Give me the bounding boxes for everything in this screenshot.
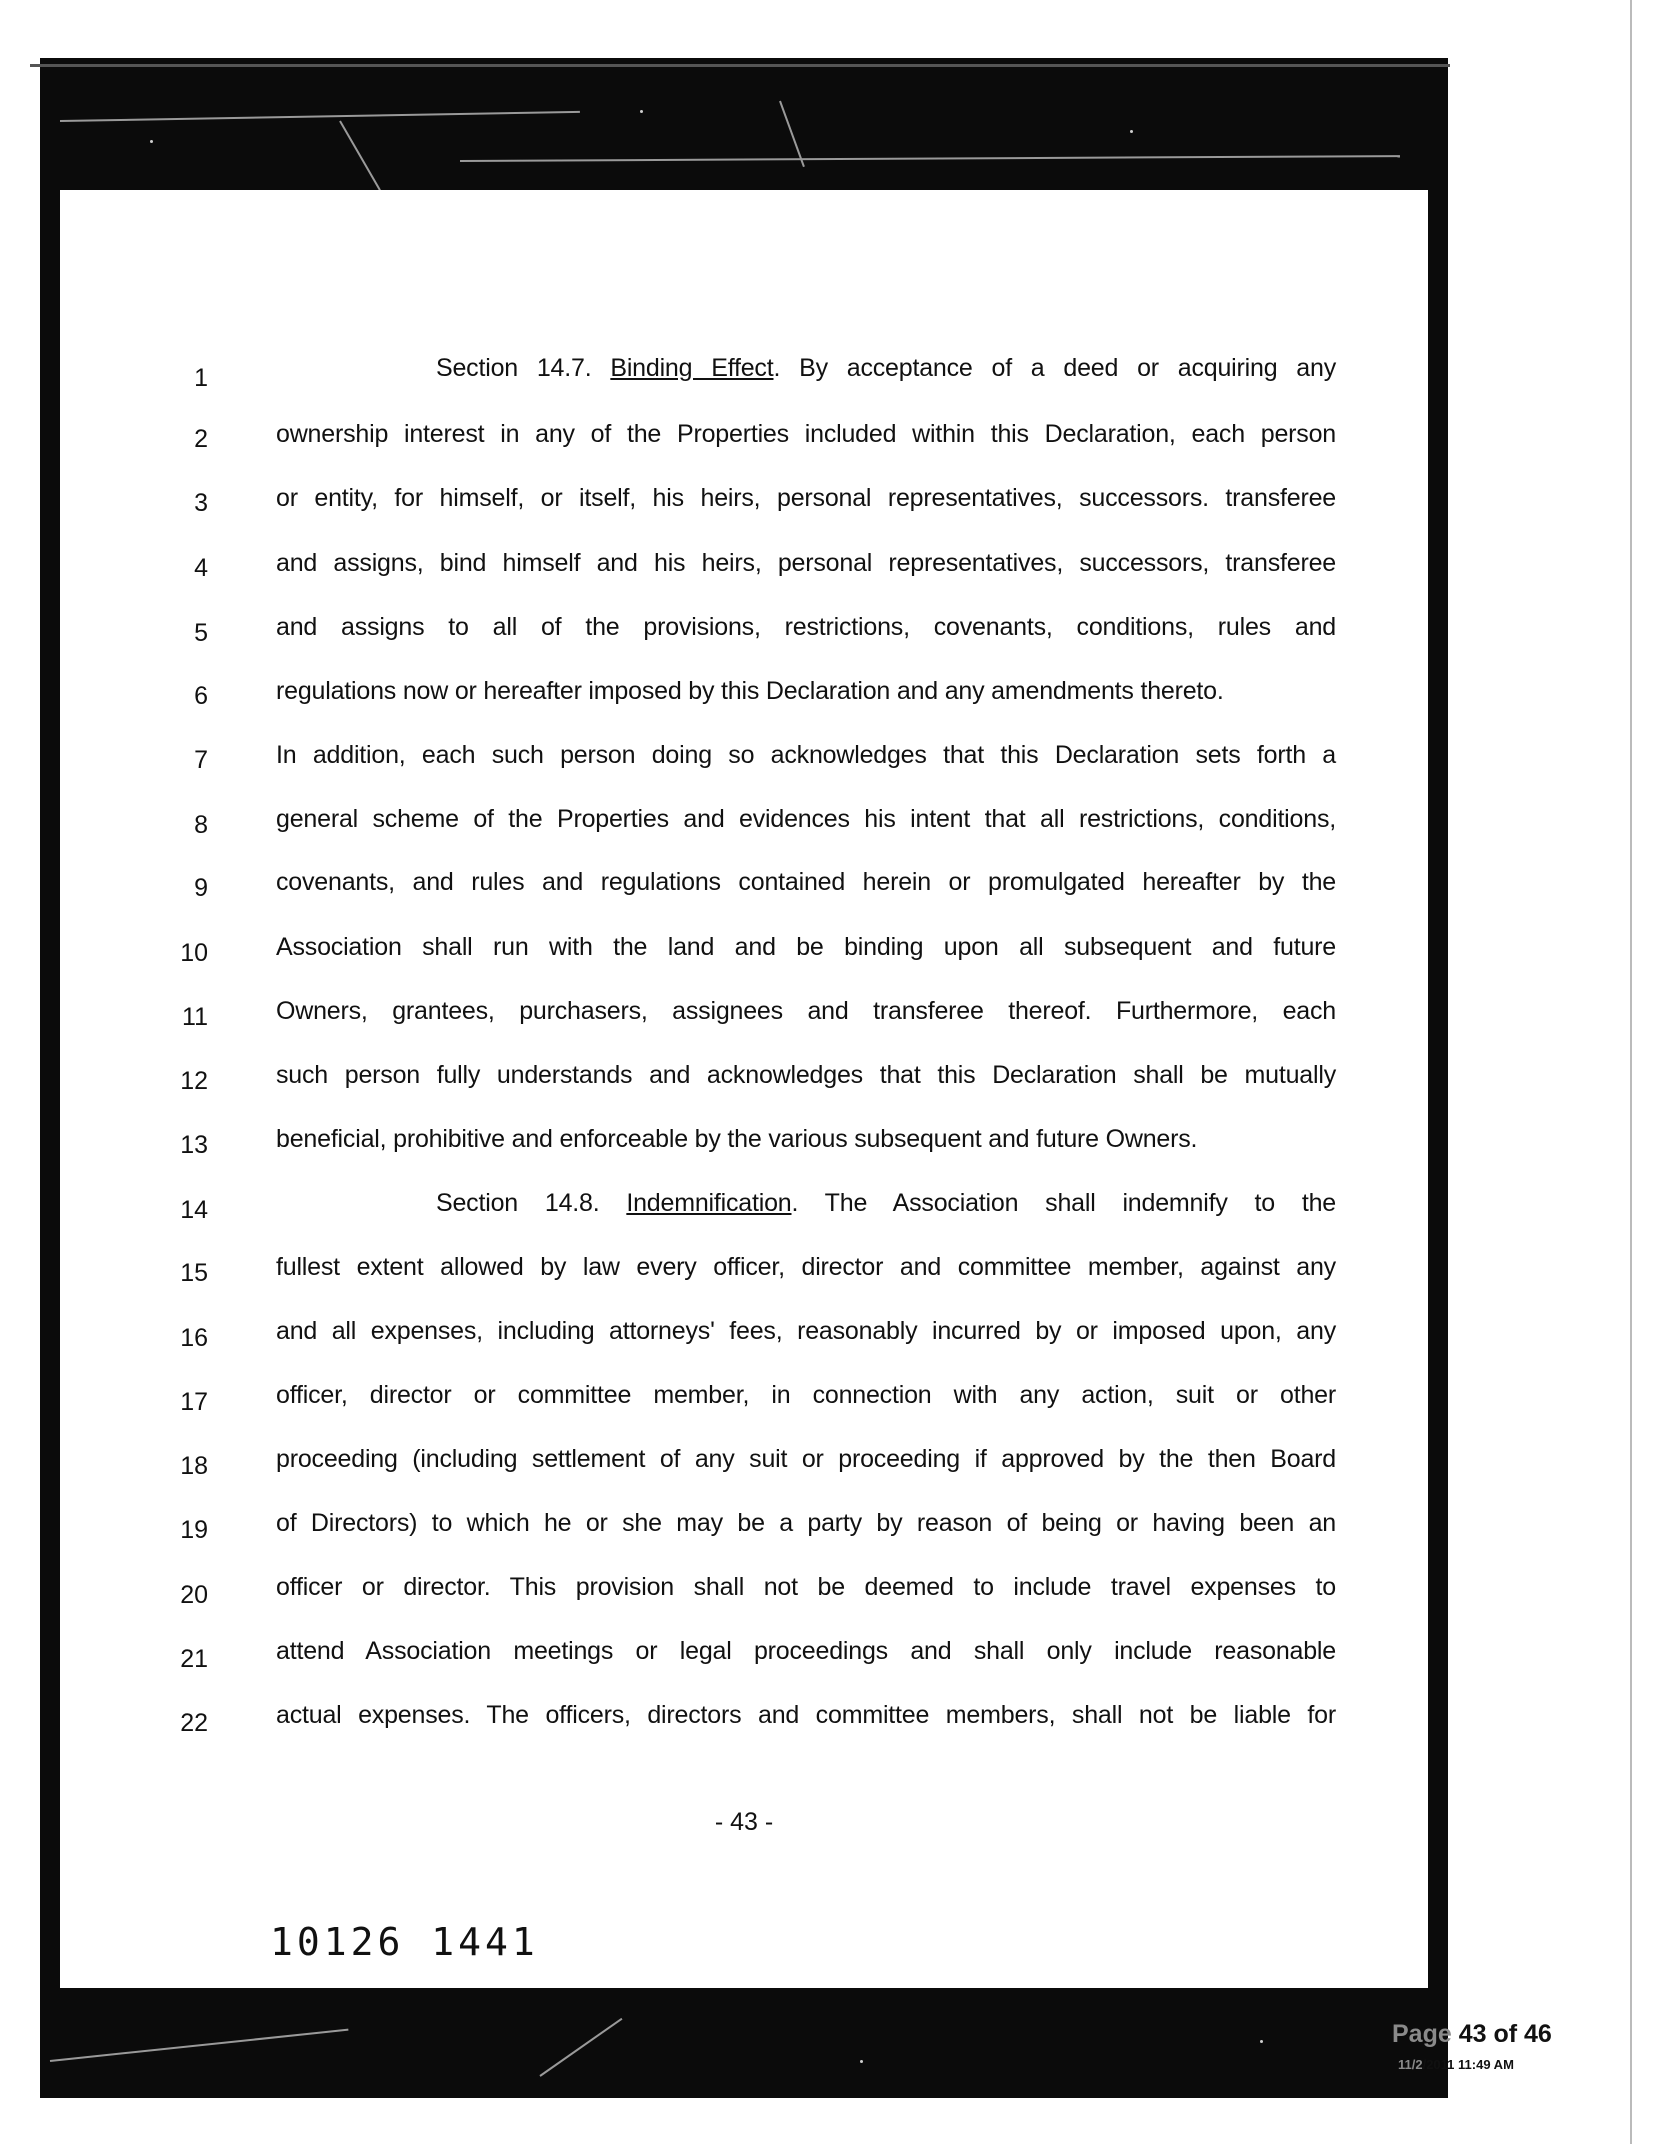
line-number: 16 bbox=[180, 1324, 208, 1352]
text-span: . By acceptance of a deed or acquiring any bbox=[773, 354, 1336, 382]
footer-page-label: 43 of 46 bbox=[1451, 2020, 1552, 2048]
line-number: 19 bbox=[180, 1516, 208, 1544]
line-number: 12 bbox=[180, 1067, 208, 1095]
document-page bbox=[60, 190, 1428, 1988]
text-span: . The Association shall indemnify to the bbox=[791, 1189, 1336, 1217]
section-number: Section 14.7. bbox=[436, 354, 611, 382]
line-number: 2 bbox=[194, 425, 208, 453]
line-number: 18 bbox=[180, 1452, 208, 1480]
text-line: regulations now or hereafter imposed by this Declaration and any amendments thereto. bbox=[276, 677, 1224, 705]
scan-speck bbox=[640, 110, 643, 113]
text-line: or entity, for himself, or itself, his heirs, personal representatives, successors. transferee bbox=[276, 484, 1336, 512]
text-line: covenants, and rules and regulations contained herein or promulgated hereafter by the bbox=[276, 868, 1336, 896]
recording-stamp: 10126 1441 bbox=[270, 1920, 539, 1964]
footer-page-prefix: Page bbox=[1392, 2020, 1452, 2048]
footer-page-count bbox=[1392, 2020, 1552, 2049]
section-heading: Indemnification bbox=[626, 1189, 792, 1217]
text-line: Owners, grantees, purchasers, assignees and transferee thereof. Furthermore, each bbox=[276, 997, 1336, 1025]
line-number: 4 bbox=[194, 554, 208, 582]
line-number: 11 bbox=[182, 1003, 208, 1031]
text-line: officer, director or committee member, in connection with any action, suit or other bbox=[276, 1381, 1336, 1409]
page-number: - 43 - bbox=[714, 1808, 774, 1836]
line-number: 13 bbox=[180, 1131, 208, 1159]
footer-timestamp bbox=[1398, 2057, 1514, 2072]
scan-frame-top-line bbox=[30, 64, 1450, 67]
text-line: Association shall run with the land and be binding upon all subsequent and future bbox=[276, 933, 1336, 961]
text-line: officer or director. This provision shall not be deemed to include travel expenses to bbox=[276, 1573, 1336, 1601]
line-number: 22 bbox=[180, 1709, 208, 1737]
scan-speck bbox=[860, 2060, 863, 2063]
line-number: 8 bbox=[194, 811, 208, 839]
scan-speck bbox=[1260, 2040, 1263, 2043]
text-line bbox=[276, 353, 1336, 383]
text-line: In addition, each such person doing so acknowledges that this Declaration sets forth a bbox=[276, 741, 1336, 769]
footer-date-label: /2011 11:49 AM bbox=[1422, 2057, 1514, 2072]
footer-date-prefix: 11/2 bbox=[1398, 2057, 1423, 2072]
line-number: 15 bbox=[180, 1259, 208, 1287]
text-line: actual expenses. The officers, directors and committee members, shall not be liable for bbox=[276, 1701, 1336, 1729]
text-line: fullest extent allowed by law every officer, director and committee member, against any bbox=[276, 1253, 1336, 1281]
line-number: 7 bbox=[194, 746, 208, 774]
section-number: Section 14.8. bbox=[436, 1189, 627, 1217]
text-line: beneficial, prohibitive and enforceable by the various subsequent and future Owners. bbox=[276, 1125, 1198, 1153]
line-number: 21 bbox=[180, 1645, 208, 1673]
text-line: general scheme of the Properties and evidences his intent that all restrictions, conditions, bbox=[276, 805, 1336, 833]
line-number: 14 bbox=[180, 1196, 208, 1224]
line-number: 9 bbox=[194, 874, 208, 902]
section-heading: Binding Effect bbox=[610, 354, 774, 382]
text-line: and all expenses, including attorneys' fees, reasonably incurred by or imposed upon, any bbox=[276, 1317, 1336, 1345]
line-number: 20 bbox=[180, 1581, 208, 1609]
page-edge-line bbox=[1630, 0, 1632, 2144]
text-line: and assigns to all of the provisions, restrictions, covenants, conditions, rules and bbox=[276, 613, 1336, 641]
text-line bbox=[276, 1188, 1336, 1218]
line-number: 6 bbox=[194, 682, 208, 710]
scan-speck bbox=[1130, 130, 1133, 133]
line-number: 5 bbox=[194, 619, 208, 647]
scan-speck bbox=[150, 140, 153, 143]
text-line: such person fully understands and acknowledges that this Declaration shall be mutually bbox=[276, 1061, 1336, 1089]
line-number: 10 bbox=[180, 939, 208, 967]
line-number: 17 bbox=[180, 1388, 208, 1416]
text-line: of Directors) to which he or she may be a party by reason of being or having been an bbox=[276, 1509, 1336, 1537]
line-number: 1 bbox=[194, 364, 208, 392]
text-line: proceeding (including settlement of any suit or proceeding if approved by the then Board bbox=[276, 1445, 1336, 1473]
text-line: ownership interest in any of the Properties included within this Declaration, each person bbox=[276, 420, 1336, 448]
line-number: 3 bbox=[194, 489, 208, 517]
text-line: and assigns, bind himself and his heirs, personal representatives, successors, transferee bbox=[276, 549, 1336, 577]
text-line: attend Association meetings or legal proceedings and shall only include reasonable bbox=[276, 1637, 1336, 1665]
